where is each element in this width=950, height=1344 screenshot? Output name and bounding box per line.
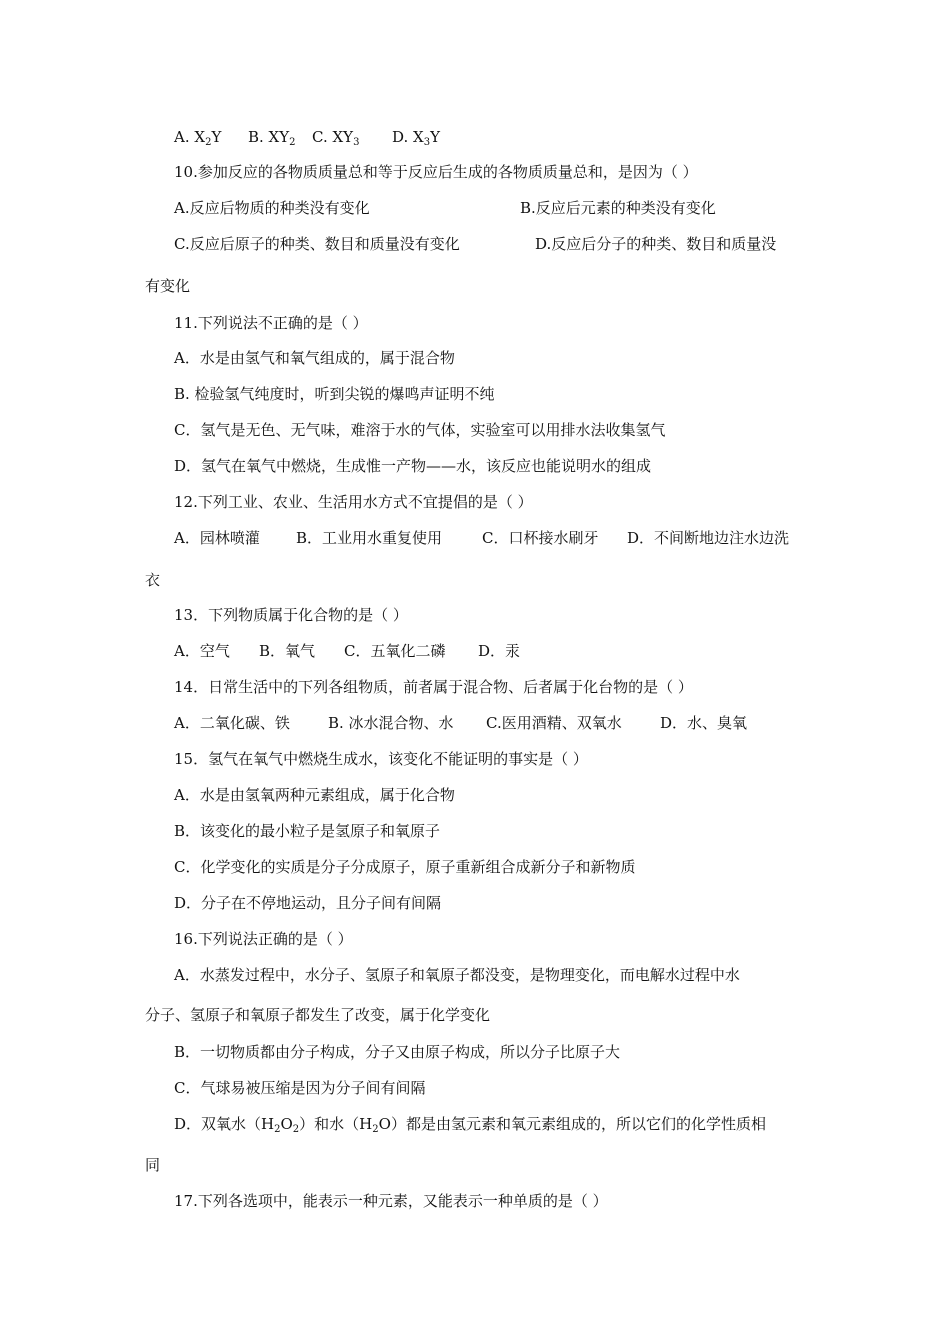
q11-option-c: C．氢气是无色、无气味，难溶于水的气体，实验室可以用排水法收集氢气 — [174, 421, 666, 439]
q14-option-b: B. 冰水混合物、水 — [328, 714, 454, 732]
q14-stem: 14．日常生活中的下列各组物质，前者属于混合物、后者属于化台物的是（ ） — [174, 678, 693, 696]
q10-option-c: C.反应后原子的种类、数目和质量没有变化 — [174, 235, 460, 253]
q16-option-d: D．双氧水$(H_2O_2)$和水$(H_2O)$都是由氢元素和氧元素组成的，所以它们的化学性质相 — [174, 1115, 766, 1135]
q10-stem: 10.参加反应的各物质质量总和等于反应后生成的各物质质量总和，是因为（ ） — [174, 163, 698, 181]
q11-option-a: A．水是由氢气和氧气组成的，属于混合物 — [174, 349, 455, 367]
q16-option-c: C．气球易被压缩是因为分子间有间隔 — [174, 1079, 426, 1097]
q12-option-d-cont: 衣 — [145, 571, 161, 589]
q15-option-d: D．分子在不停地运动，且分子间有间隔 — [174, 894, 442, 912]
q9-option-d: D. $X_3Y$ — [392, 128, 440, 148]
q11-option-d: D．氢气在氧气中燃烧，生成惟一产物——水，该反应也能说明水的组成 — [174, 457, 652, 475]
q16-stem: 16.下列说法正确的是（ ） — [174, 930, 353, 948]
q13-option-c: C．五氧化二磷 — [344, 642, 446, 660]
q15-option-a: A．水是由氢氧两种元素组成，属于化合物 — [174, 786, 455, 804]
q14-option-c: C.医用酒精、双氧水 — [486, 714, 622, 732]
q16-option-b: B．一切物质都由分子构成，分子又由原子构成，所以分子比原子大 — [174, 1043, 621, 1061]
q10-option-d: D.反应后分子的种类、数目和质量没 — [535, 235, 777, 253]
q9-option-a: A. $X_2Y$ — [174, 128, 222, 148]
q15-option-b: B．该变化的最小粒子是氢原子和氧原子 — [174, 822, 441, 840]
q15-option-c: C．化学变化的实质是分子分成原子，原子重新组合成新分子和新物质 — [174, 858, 636, 876]
q13-option-a: A．空气 — [174, 642, 230, 660]
q9-option-b: B. $XY_2$ — [248, 128, 296, 148]
q16-option-d-cont: 同 — [145, 1156, 161, 1174]
q11-option-b: B. 检验氢气纯度时，听到尖锐的爆鸣声证明不纯 — [174, 385, 495, 403]
q13-option-d: D．汞 — [478, 642, 521, 660]
q16-option-a: A．水蒸发过程中，水分子、氢原子和氧原子都没变，是物理变化，而电解水过程中水 — [174, 966, 740, 984]
q14-option-d: D．水、臭氧 — [660, 714, 748, 732]
q11-stem: 11.下列说法不正确的是（ ） — [174, 314, 368, 332]
q12-option-c: C．口杯接水刷牙 — [482, 529, 599, 547]
q15-stem: 15．氢气在氧气中燃烧生成水，该变化不能证明的事实是（ ） — [174, 750, 588, 768]
q13-option-b: B．氧气 — [259, 642, 316, 660]
q12-option-a: A．园林喷灌 — [174, 529, 260, 547]
q10-option-b: B.反应后元素的种类没有变化 — [520, 199, 716, 217]
q14-option-a: A．二氧化碳、铁 — [174, 714, 290, 732]
q9-option-c: C. $XY_3$ — [312, 128, 360, 148]
q10-option-d-cont: 有变化 — [145, 277, 191, 295]
q13-stem: 13．下列物质属于化合物的是（ ） — [174, 606, 408, 624]
q12-option-d: D．不间断地边注水边洗 — [627, 529, 790, 547]
q17-stem: 17.下列各选项中，能表示一种元素，又能表示一种单质的是（ ） — [174, 1192, 608, 1210]
q10-option-a: A.反应后物质的种类没有变化 — [174, 199, 370, 217]
q16-option-a-cont: 分子、氢原子和氧原子都发生了改变，属于化学变化 — [145, 1006, 491, 1024]
q12-option-b: B．工业用水重复使用 — [296, 529, 443, 547]
q12-stem: 12.下列工业、农业、生活用水方式不宜提倡的是（ ） — [174, 493, 533, 511]
